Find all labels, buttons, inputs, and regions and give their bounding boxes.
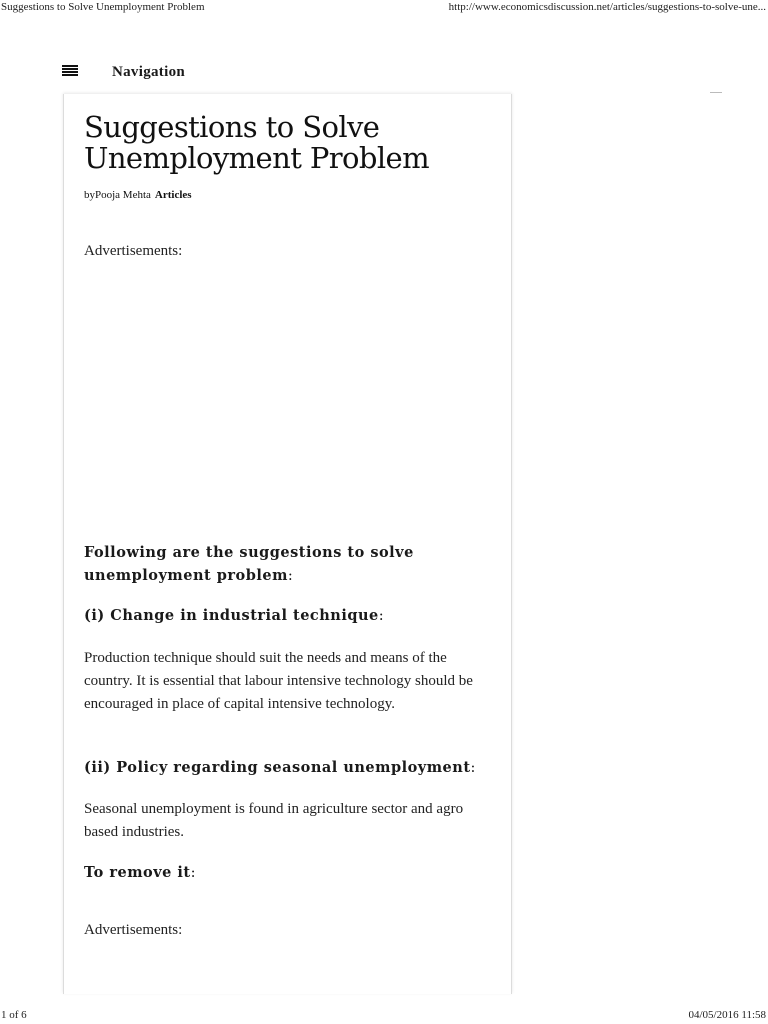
intro-heading-colon: : [287, 568, 294, 584]
paragraph-1: Production technique should suit the needs and means of the country. It is essential that labour intensive technology should be encouraged in place of capital intensive technology. [84, 650, 473, 712]
navigation-link[interactable]: Navigation [112, 64, 186, 80]
print-header-url: http://www.economicsdiscussion.net/articles/suggestions-to-solve-une... [448, 1, 766, 13]
section-heading-2 [84, 756, 494, 780]
article-card [63, 94, 512, 994]
byline [84, 188, 192, 202]
section-heading-1 [84, 604, 494, 628]
section-heading-1-colon: : [378, 608, 385, 624]
section-heading-3-text: To remove it [84, 864, 191, 881]
section-heading-3-colon: : [190, 865, 197, 881]
menu-icon[interactable] [62, 65, 78, 77]
article-title-line-2: Unemployment Problem [84, 141, 430, 175]
page-number: 1 of 6 [1, 1009, 27, 1021]
print-header [0, 0, 768, 16]
intro-heading-line-1: Following are the suggestions to solve [84, 544, 414, 561]
advertisement-label-2: Advertisements: [84, 922, 183, 938]
advertisement-label: Advertisements: [84, 243, 183, 259]
print-date: 04/05/2016 11:58 [688, 1009, 766, 1021]
article-title [84, 112, 494, 174]
navigation-bar [60, 61, 360, 83]
section-heading-2-text: (ii) Policy regarding seasonal unemployment [84, 759, 471, 776]
intro-heading-line-2: unemployment problem [84, 567, 288, 584]
print-footer [0, 1006, 768, 1024]
section-heading-3 [84, 861, 494, 885]
section-heading-2-colon: : [470, 760, 476, 776]
article-title-line-1: Suggestions to Solve [84, 110, 380, 144]
byline-prefix: by [84, 189, 95, 201]
category-link[interactable]: Articles [154, 189, 192, 201]
section-heading-1-text: (i) Change in industrial technique [84, 607, 379, 624]
paragraph-2: Seasonal unemployment is found in agriculture sector and agro based industries. [84, 801, 464, 840]
divider [710, 92, 722, 93]
author-link[interactable]: Pooja Mehta [95, 189, 151, 201]
intro-heading [84, 541, 494, 588]
print-header-title: Suggestions to Solve Unemployment Problem [1, 1, 205, 13]
